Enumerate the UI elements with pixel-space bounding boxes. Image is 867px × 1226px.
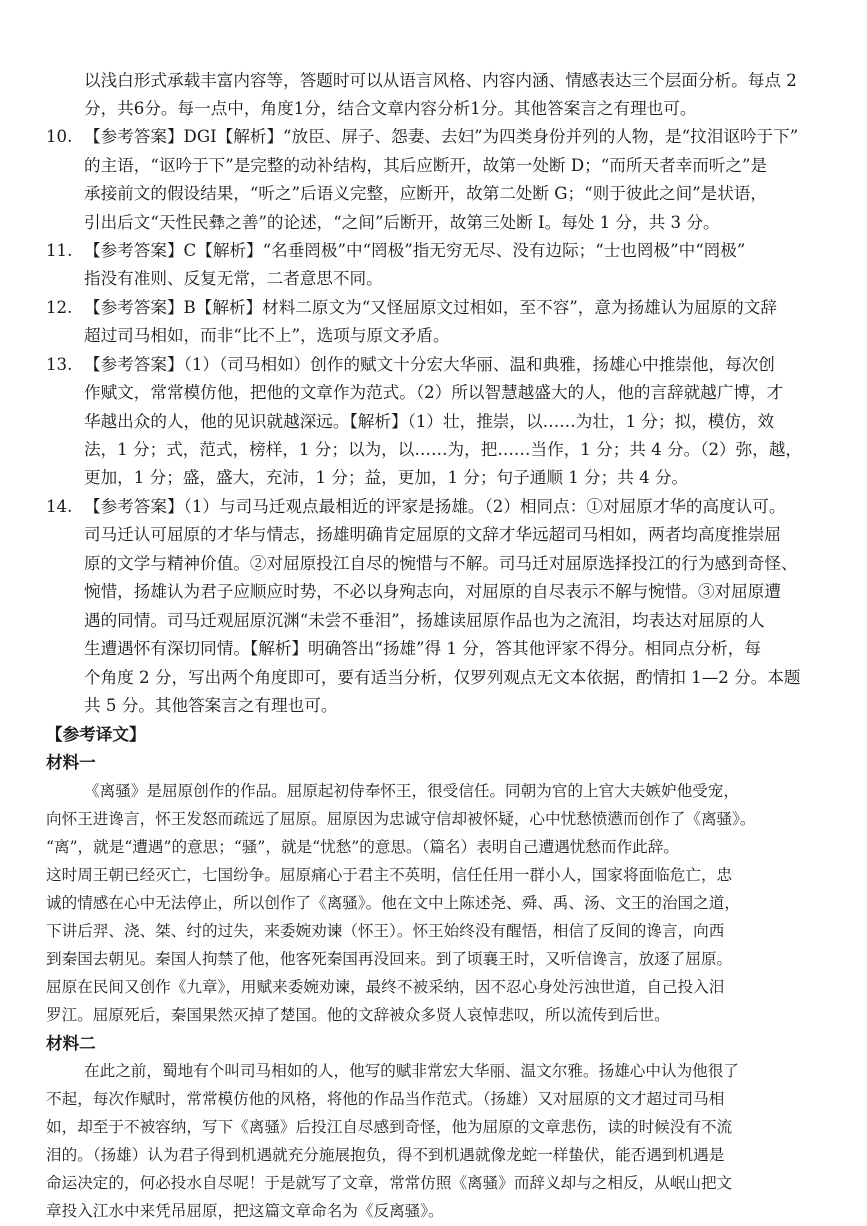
material-1-line: 到秦国去朝见。秦国人拘禁了他，他客死秦国再没回来。到了顷襄王时，又听信谗言，放逐了屈原。: [46, 950, 733, 968]
answer-12-line: 超过司马相如，而非“比不上”，选项与原文矛盾。: [84, 326, 450, 345]
material-2-line: 如，却至于不被容纳，写下《离骚》后投江自尽感到奇怪，他为屈原的文章悲伤，读的时候没有不流: [46, 1118, 733, 1136]
question-number: 12.: [46, 298, 73, 317]
answer-13-text: 【参考答案】（1）（司马相如）创作的赋文十分宏大华丽、温和典雅，扬雄心中推崇他，每次创: [84, 355, 775, 374]
material-2-line: 章投入江水中来凭吊屈原，把这篇文章命名为《反离骚》。: [46, 1202, 444, 1220]
answer-10-line: 的主语，“讴吟于下”是完整的动补结构，其后应断开，故第一处断 D；“而所天者幸而听之”是: [84, 156, 768, 175]
answer-11-line: 指没有准则、反复无常，二者意思不同。: [84, 269, 383, 288]
answer-13-line: 更加，1 分；盛，盛大，充沛，1 分；益，更加，1 分；句子通顺 1 分；共 4 分。: [84, 468, 689, 487]
material-2-line: 泪的。（扬雄）认为君子得到机遇就充分施展抱负，得不到机遇就像龙蛇一样蛰伏，能否遇到机遇是: [46, 1146, 725, 1164]
material-2-title: 材料二: [46, 1033, 96, 1053]
answer-14-line: 共 5 分。其他答案言之有理也可。: [84, 696, 338, 715]
answer-14-line: 原的文学与精神价值。②对屈原投江自尽的惋惜与不解。司马迁对屈原选择投江的行为感到奇怪、: [84, 554, 798, 573]
answer-13-line: 作赋文，常常模仿他，把他的文章作为范式。（2）所以智慧越盛大的人，他的言辞就越广博，才: [84, 383, 784, 402]
answer-14-line: 司马迁认可屈原的才华与情志，扬雄明确肯定屈原的文辞才华远超司马相如，两者均高度推崇屈: [84, 525, 781, 544]
answer-14-line: 遇的同情。司马迁观屈原沉渊“未尝不垂泪”，扬雄读屈原作品也为之流泪，均表达对屈原的人: [84, 611, 765, 630]
material-1-line: 向怀王进谗言，怀王发怒而疏远了屈原。屈原因为忠诚守信却被怀疑，心中忧愁愤懑而创作了《离骚》。: [46, 810, 756, 828]
material-1-line: 罗江。屈原死后，秦国果然灭掉了楚国。他的文辞被众多贤人哀悼悲叹，所以流传到后世。: [46, 1006, 670, 1024]
answer-14-text: 【参考答案】（1）与司马迁观点最相近的评家是扬雄。（2）相同点：①对屈原才华的高度认可。: [84, 497, 786, 516]
material-1-line: 屈原在民间又创作《九章》，用赋来委婉劝谏，最终不被采纳，因不忍心身处污浊世道，自己投入汨: [46, 978, 725, 996]
answer-13-line: 华越出众的人，他的见识就越深远。【解析】（1）壮，推崇，以……为壮，1 分；拟，模仿，效: [84, 412, 775, 431]
answer-11-first-line: [46, 240, 745, 262]
material-1-title: 材料一: [46, 752, 96, 772]
translation-heading: 【参考译文】: [46, 724, 146, 744]
material-1-line: “离”，就是“遭遇”的意思；“骚”，就是“忧愁”的意思。（篇名）表明自己遭遇忧愁而作此辞。: [46, 838, 679, 856]
answer-14-line: 个角度 2 分，写出两个角度即可，要有适当分析，仅罗列观点无文本依据，酌情扣 1—2 分。本题: [84, 668, 801, 687]
answer-10-line: 引出后文“天性民彝之善”的论述，“之间”后断开，故第三处断 I。每处 1 分，共 3 分。: [84, 213, 720, 232]
material-1-line: 诚的情感在心中无法停止，所以创作了《离骚》。他在文中上陈述尧、舜、禹、汤、文王的治国之道，: [46, 894, 740, 912]
answer-10-line: 承接前文的假设结果，“听之”后语义完整，应断开，故第二处断 G；“则于彼此之间”是状语，: [84, 184, 768, 203]
material-1-line: 下讲后羿、浇、桀、纣的过失，来委婉劝谏（怀王）。怀王始终没有醒悟，相信了反间的谗言，向西: [46, 922, 725, 940]
answer-10-text: 【参考答案】DGI【解析】“放臣、屏子、怨妻、去妇”为四类身份并列的人物，是“抆泪讴吟于下”: [84, 127, 799, 146]
material-2-line: 不起，每次作赋时，常常模仿他的风格，将他的作品当作范式。（扬雄）又对屈原的文才超过司马相: [46, 1090, 725, 1108]
answer-9-line: 分，共6分。每一点中，角度1分，结合文章内容分析1分。其他答案言之有理也可。: [84, 99, 697, 118]
answer-12-text: 【参考答案】B【解析】材料二原文为“又怪屈原文过相如，至不容”，意为扬雄认为屈原的文辞: [84, 298, 777, 317]
question-number: 10.: [46, 127, 73, 146]
material-1-line: 《离骚》是屈原创作的作品。屈原起初侍奉怀王，很受信任。同朝为官的上官大夫嫉妒他受宠，: [84, 782, 739, 800]
answer-11-text: 【参考答案】C【解析】“名垂罔极”中“罔极”指无穷无尽、没有边际；“士也罔极”中“罔极”: [84, 241, 746, 260]
answer-12-first-line: [46, 297, 777, 319]
answer-14-line: 生遭遇怀有深切同情。【解析】明确答出“扬雄”得 1 分，答其他评家不得分。相同点分析，每: [84, 639, 761, 658]
material-2-line: 命运决定的，何必投水自尽呢！于是就写了文章，常常仿照《离骚》而辞义却与之相反，从岷山把文: [46, 1174, 733, 1192]
question-number: 13.: [46, 355, 73, 374]
material-2-line: 在此之前，蜀地有个叫司马相如的人，他写的赋非常宏大华丽、温文尔雅。扬雄心中认为他很了: [84, 1062, 739, 1080]
answer-13-line: 法，1 分；式，范式，榜样，1 分；以为，以……为，把……当作，1 分；共 4 分。（2）弥，越，: [84, 440, 803, 459]
answer-13-first-line: [46, 354, 775, 376]
material-1-line: 这时周王朝已经灭亡，七国纷争。屈原痛心于君主不英明，信任任用一群小人，国家将面临危亡，忠: [46, 866, 733, 884]
question-number: 14.: [46, 497, 73, 516]
answer-14-line: 惋惜，扬雄认为君子应顺应时势，不必以身殉志向，对屈原的自尽表示不解与惋惜。③对屈原遭: [84, 582, 781, 601]
answer-9-line: 以浅白形式承载丰富内容等，答题时可以从语言风格、内容内涵、情感表达三个层面分析。每点 2: [84, 71, 797, 90]
answer-10-first-line: [46, 126, 798, 148]
answer-14-first-line: [46, 496, 785, 518]
question-number: 11.: [46, 241, 73, 260]
